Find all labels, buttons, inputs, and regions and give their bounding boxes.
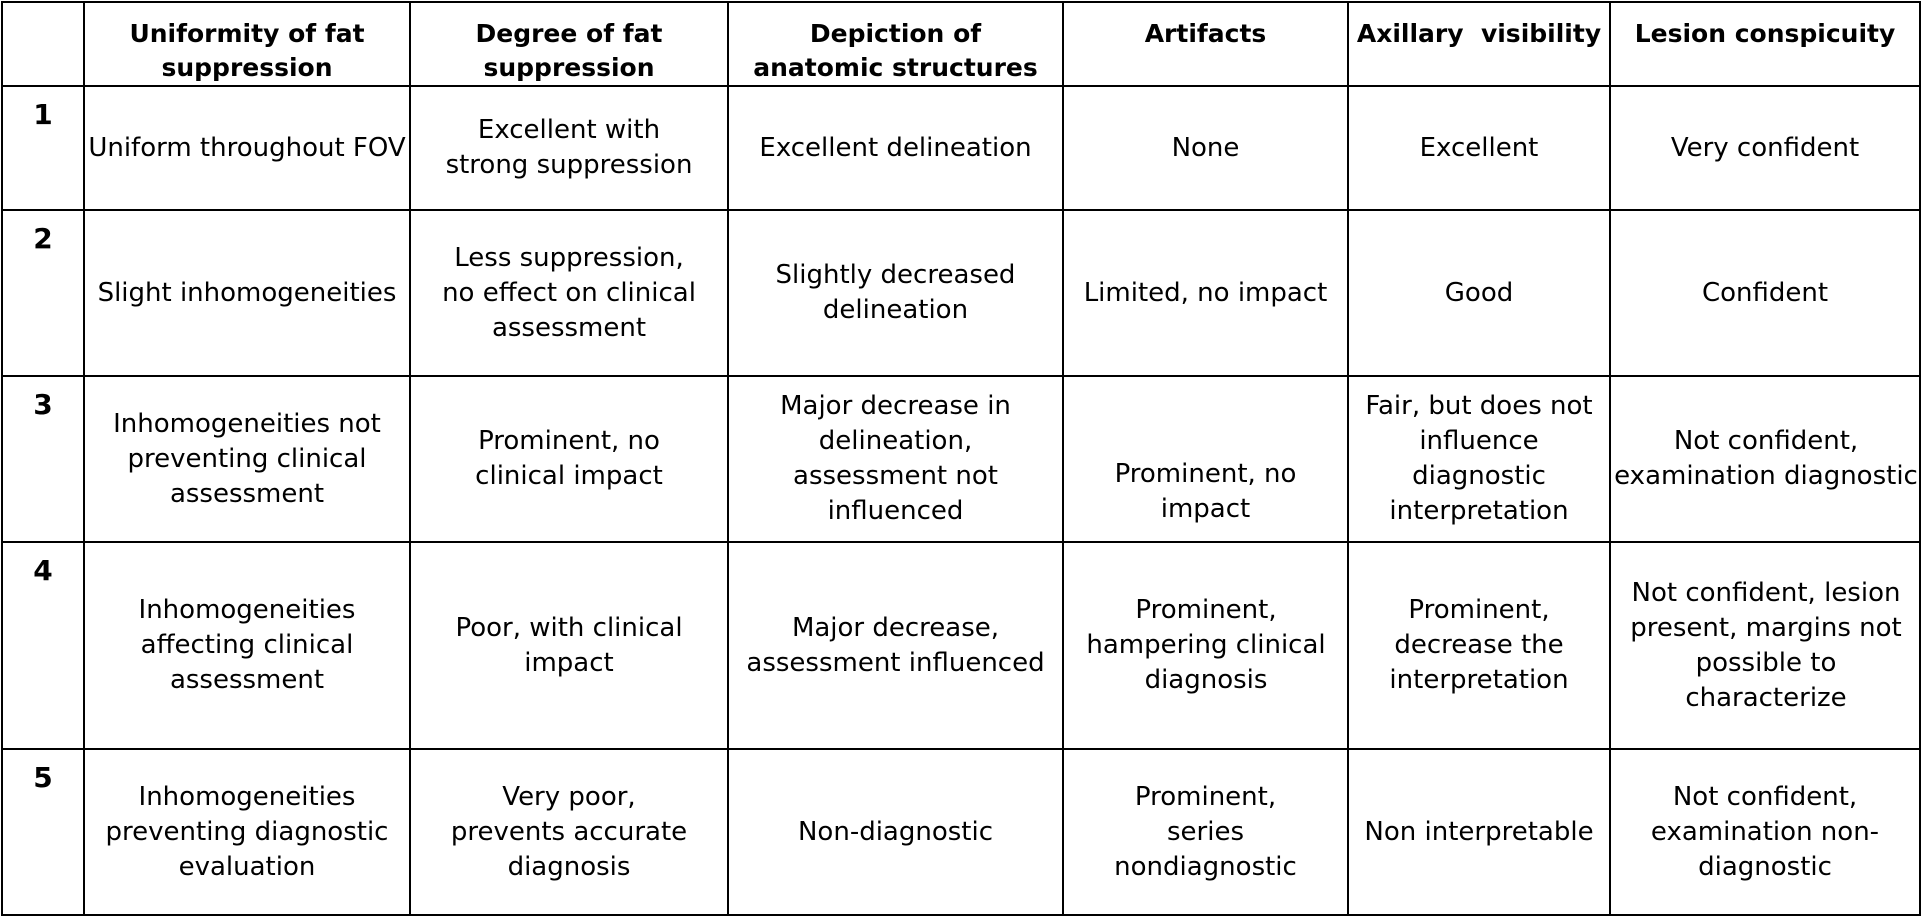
table-row: [2, 542, 1920, 749]
cell-text: Fair, but does not influence diagnostic interpretation: [1365, 391, 1593, 526]
cell-text: Poor, with clinical impact: [455, 612, 683, 678]
table-cell: [728, 542, 1063, 749]
score-cell: 1: [2, 86, 84, 210]
cell-text: Not confident, examination non-diagnostic: [1650, 781, 1880, 882]
table-cell: [728, 86, 1063, 210]
cell-text: Very confident: [1670, 132, 1860, 163]
cell-text: Inhomogeneities not preventing clinical assessment: [113, 408, 381, 509]
table-cell: [84, 749, 410, 915]
header-cell-axillary: [1348, 2, 1610, 86]
table-cell: [728, 376, 1063, 542]
cell-text: Prominent, series nondiagnostic: [1114, 781, 1297, 882]
table-cell: [410, 749, 728, 915]
cell-text: Non interpretable: [1364, 816, 1594, 847]
cell-text: Inhomogeneities affecting clinical assessment: [138, 595, 356, 695]
cell-text: Excellent delineation: [759, 132, 1032, 163]
cell-text: Good: [1444, 277, 1514, 308]
table-cell: [1348, 542, 1610, 749]
table-row: [2, 210, 1920, 376]
table-cell: [1063, 376, 1348, 542]
cell-text: Major decrease in delineation, assessment not influenced: [780, 391, 1011, 526]
header-label: Lesion conspicuity: [1634, 19, 1896, 48]
cell-text: Less suppression, no effect on clinical assessment: [442, 242, 696, 343]
table-cell: [84, 86, 410, 210]
cell-text: Prominent, hampering clinical diagnosis: [1086, 595, 1326, 695]
table-row: [2, 86, 1920, 210]
header-cell-uniformity: [84, 2, 410, 86]
table-cell: [1063, 210, 1348, 376]
cell-text: Non-diagnostic: [797, 816, 994, 847]
cell-text: Prominent, no impact: [1114, 459, 1297, 524]
table-cell: [84, 376, 410, 542]
table-row: [2, 376, 1920, 542]
score-cell: 3: [2, 376, 84, 542]
scoring-table: [1, 1, 1921, 916]
table-cell: [1610, 86, 1920, 210]
table-cell: [410, 210, 728, 376]
table-cell: [84, 542, 410, 749]
table-cell: [728, 749, 1063, 915]
header-label: Uniformity of fat suppression: [129, 19, 365, 82]
header-row: [2, 2, 1920, 86]
table-cell: [1348, 210, 1610, 376]
score-cell: 4: [2, 542, 84, 749]
score-cell: 5: [2, 749, 84, 915]
table-cell: [84, 210, 410, 376]
header-label: Axillary visibility: [1356, 19, 1602, 48]
cell-text: Excellent with strong suppression: [445, 115, 693, 180]
table-cell: [1610, 210, 1920, 376]
cell-text: Excellent: [1419, 132, 1539, 163]
header-cell-depiction: [728, 2, 1063, 86]
header-cell-degree: [410, 2, 728, 86]
header-cell-conspicuity: [1610, 2, 1920, 86]
table-cell: [1063, 542, 1348, 749]
table-cell: [410, 86, 728, 210]
cell-text: Slight inhomogeneities: [97, 277, 397, 308]
cell-text: Not confident, examination diagnostic: [1614, 426, 1918, 491]
cell-text: Prominent, no clinical impact: [475, 426, 663, 491]
cell-text: Very poor, prevents accurate diagnosis: [450, 781, 688, 882]
cell-text: Confident: [1701, 277, 1829, 308]
cell-text: Prominent, decrease the interpretation: [1389, 595, 1569, 695]
table-cell: [1348, 749, 1610, 915]
table-cell: [1610, 749, 1920, 915]
table-cell: [1610, 542, 1920, 749]
cell-text: Slightly decreased delineation: [775, 260, 1016, 325]
cell-text: None: [1171, 132, 1240, 163]
cell-text: Major decrease, assessment influenced: [746, 612, 1045, 678]
table-cell: [728, 210, 1063, 376]
table-cell: [1063, 749, 1348, 915]
table-cell: [1610, 376, 1920, 542]
score-cell: 2: [2, 210, 84, 376]
header-cell-artifacts: [1063, 2, 1348, 86]
cell-text: Limited, no impact: [1083, 277, 1328, 308]
table-row: [2, 749, 1920, 915]
header-label: Depiction of anatomic structures: [753, 19, 1038, 82]
table-cell: [1348, 376, 1610, 542]
table-cell: [1348, 86, 1610, 210]
cell-text: Uniform throughout FOV: [88, 132, 406, 163]
header-cell-score: [2, 2, 84, 86]
table-cell: [410, 542, 728, 749]
table-cell: [1063, 86, 1348, 210]
header-label: Degree of fat suppression: [475, 19, 663, 82]
table-cell: [410, 376, 728, 542]
header-label: Artifacts: [1144, 19, 1267, 48]
cell-text: Not confident, lesion present, margins not possible to characterize: [1630, 577, 1902, 713]
cell-text: Inhomogeneities preventing diagnostic evaluation: [105, 781, 389, 882]
